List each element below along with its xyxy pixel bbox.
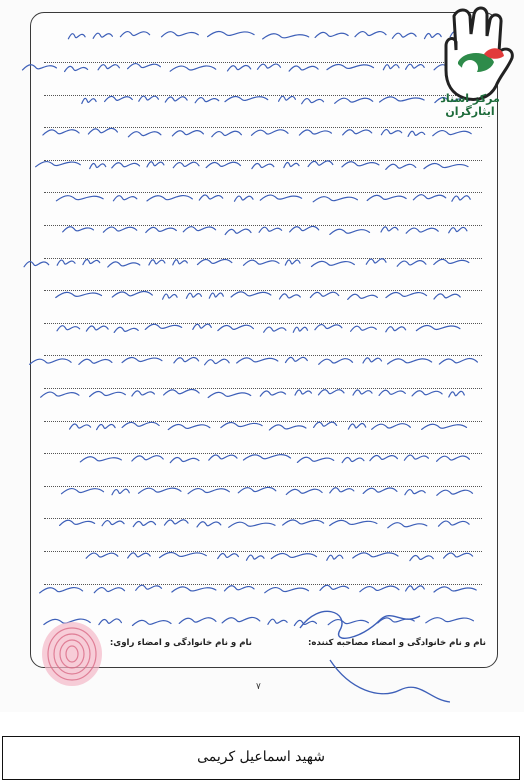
caption-title: شهید اسماعیل کریمی bbox=[197, 749, 325, 765]
narrator-signature-label: نام و نام خانوادگی و امضاء راوی: bbox=[109, 638, 252, 648]
interviewer-signature-label: نام و نام خانوادگی و امضاء مصاحبه کننده: bbox=[308, 638, 486, 648]
caption-box bbox=[2, 736, 520, 780]
page-number: ۷ bbox=[256, 682, 261, 692]
organization-name: مرکز اسناد ایثارگران bbox=[440, 92, 500, 118]
